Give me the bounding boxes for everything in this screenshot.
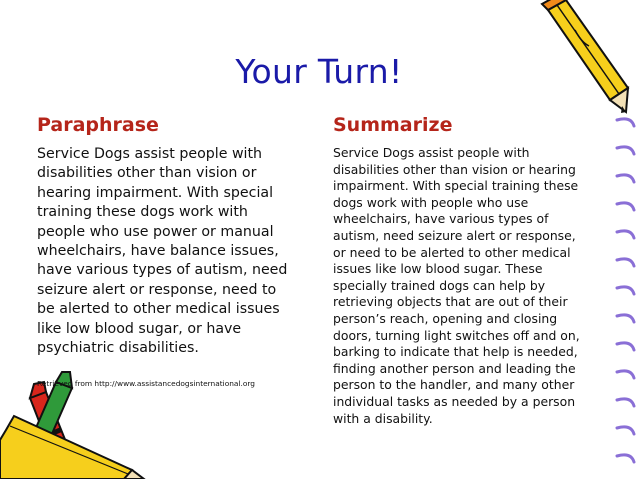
paraphrase-line: be alerted to other medical issues <box>37 301 280 318</box>
paraphrase-line: people who use power or manual <box>37 223 274 240</box>
paraphrase-text <box>37 145 305 358</box>
summarize-line: Service Dogs assist people with <box>333 145 530 160</box>
summarize-line: impairment. With special training these <box>333 178 579 194</box>
paraphrase-heading: Paraphrase <box>37 114 159 136</box>
source-citation: Retrieved from http://www.assistancedogsinternational.org <box>37 379 255 388</box>
summarize-text <box>333 145 605 427</box>
summarize-heading: Summarize <box>333 114 453 136</box>
paraphrase-line: like low blood sugar, or have <box>37 320 242 337</box>
slide-title: Your Turn! <box>235 52 403 91</box>
paraphrase-line: training these dogs work with <box>37 204 248 221</box>
spiral-binding-icon <box>617 119 634 462</box>
crayons-clipart-icon <box>0 372 144 479</box>
summarize-line: or need to be alerted to other medical <box>333 244 571 260</box>
summarize-line: specially trained dogs can help by <box>333 277 546 293</box>
paraphrase-line: disabilities other than vision or <box>37 165 257 182</box>
summarize-line: with a disability. <box>333 410 433 426</box>
paraphrase-line: wheelchairs, have balance issues, <box>37 243 279 260</box>
paraphrase-line: psychiatric disabilities. <box>37 340 199 357</box>
summarize-line: finding another person and leading the <box>333 360 576 376</box>
summarize-line: person’s reach, opening and closing <box>333 310 558 326</box>
summarize-line: wheelchairs, have various types of <box>333 211 549 227</box>
paraphrase-line: seizure alert or response, need to <box>37 281 277 298</box>
summarize-line: person to the handler, and many other <box>333 377 575 393</box>
paraphrase-line: hearing impairment. With special <box>37 184 274 201</box>
summarize-line: disabilities other than vision or hearing <box>333 161 576 177</box>
paraphrase-line: have various types of autism, need <box>37 262 288 279</box>
summarize-line: individual tasks as needed by a person <box>333 393 576 409</box>
summarize-line: retrieving objects that are out of their <box>333 294 568 310</box>
summarize-line: dogs work with people who use <box>333 194 529 210</box>
summarize-line: autism, need seizure alert or response, <box>333 227 576 243</box>
summarize-line: doors, turning light switches off and on, <box>333 327 580 343</box>
paraphrase-line: Service Dogs assist people with <box>37 146 263 162</box>
summarize-line: barking to indicate that help is needed, <box>333 344 578 360</box>
summarize-line: issues like low blood sugar. These <box>333 261 543 277</box>
